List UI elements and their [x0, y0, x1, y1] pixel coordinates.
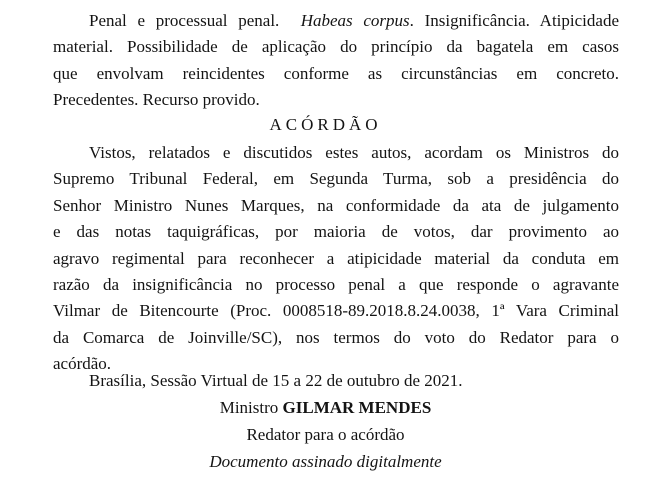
acordao-line: Senhor Ministro Nunes Marques, na conformidade da ata de julgamento — [53, 195, 619, 215]
acordao-line: e das notas taquigráficas, por maioria de votos, dar provimento ao — [53, 222, 619, 242]
acordao-line: razão da insignificância no processo penal a que responde o agravante — [53, 275, 619, 295]
signature-name: GILMAR MENDES — [282, 398, 432, 417]
ementa-line-2: material. Possibilidade de aplicação do princípio da bagatela em casos — [53, 37, 619, 57]
acordao-line: Supremo Tribunal Federal, em Segunda Turma, sob a presidência do — [53, 169, 619, 189]
ementa-text-c: . Insignificância. Atipicidade — [409, 11, 619, 30]
digital-signature-note: Documento assinado digitalmente — [209, 452, 442, 471]
acordao-line: Vistos, relatados e discutidos estes autos, acordam os Ministros do — [89, 143, 619, 162]
ementa-habeas-corpus: Habeas corpus — [300, 11, 410, 30]
acordao-line: agravo regimental para reconhecer a atipicidade material da conduta em — [53, 248, 619, 268]
place-date: Brasília, Sessão Virtual de 15 a 22 de outubro de 2021. — [89, 371, 463, 390]
ementa-text-a: Penal e processual penal. — [89, 11, 280, 30]
signature-role: Redator para o acórdão — [246, 425, 405, 444]
acordao-line: da Comarca de Joinville/SC), nos termos do voto do Redator para o — [53, 327, 619, 347]
acordao-heading: ACÓRDÃO — [269, 115, 382, 134]
acordao-paragraph — [53, 140, 619, 378]
signature-title: Ministro — [219, 398, 279, 417]
ementa-line-4: Precedentes. Recurso provido. — [53, 90, 260, 110]
ementa-line-1 — [53, 8, 619, 34]
acordao-line: Vilmar de Bitencourte (Proc. 0008518-89.2018.8.24.0038, 1ª Vara Criminal — [53, 301, 619, 321]
signature-name-line — [0, 395, 651, 421]
acordao-line: acórdão. — [53, 354, 112, 374]
ementa-paragraph — [53, 8, 619, 114]
ementa-line-3: que envolvam reincidentes conforme as circunstâncias em concreto. — [53, 63, 619, 83]
